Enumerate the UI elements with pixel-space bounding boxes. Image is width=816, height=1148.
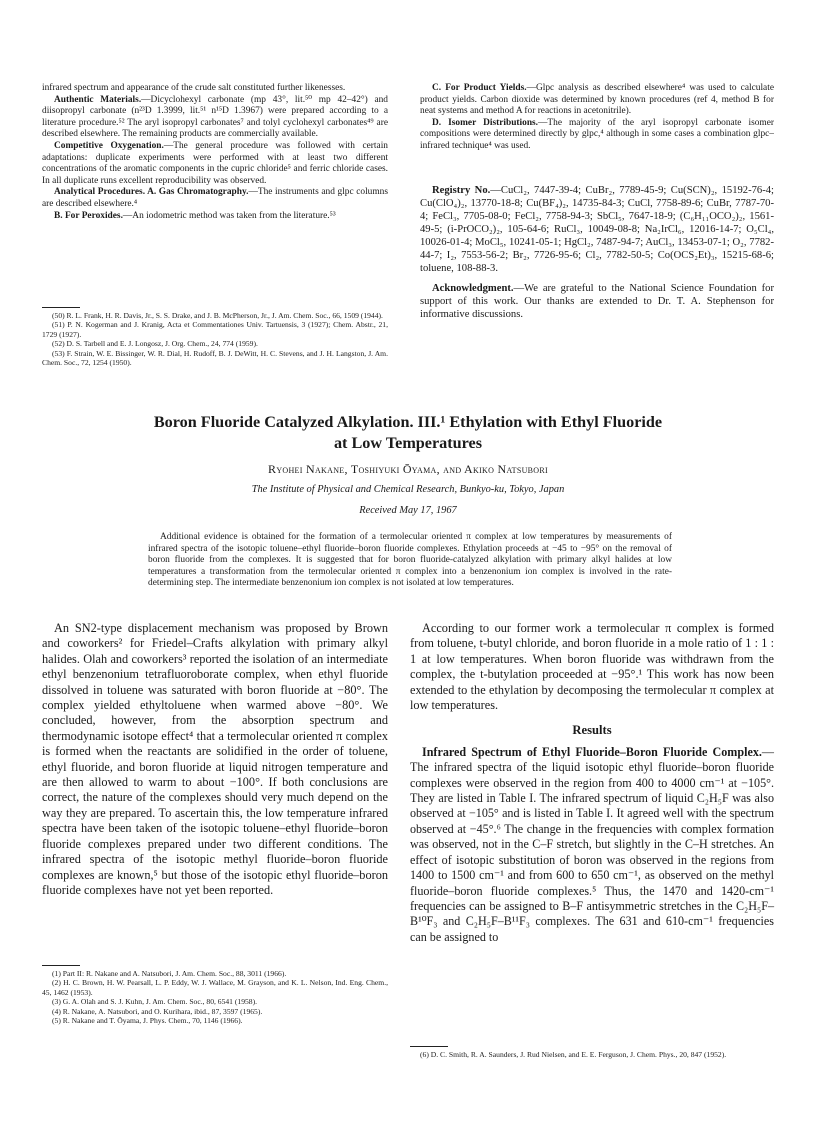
footnote: (2) H. C. Brown, H. W. Pearsall, L. P. Eddy, W. J. Wallace, M. Grayson, and K. L. Nelson, Ind. Eng. Chem., 45, 1462 (1953).: [42, 978, 388, 997]
affiliation: The Institute of Physical and Chemical Research, Bunkyo-ku, Tokyo, Japan: [251, 484, 565, 495]
paragraph: infrared spectrum and appearance of the crude salt constituted further likenesses.: [42, 83, 346, 93]
footnote: (51) P. N. Kogerman and J. Kranig, Acta et Commentationes Univ. Tartuensis, 3 (1927); Chem. Abstr., 21, 1729 (1927).: [42, 320, 388, 339]
authors: Ryohei Nakane, Toshiyuki Ōyama, and Akiko Natsubori: [268, 462, 548, 476]
paragraph: B. For Peroxides.—An iodometric method was taken from the literature.⁵³: [54, 210, 336, 221]
acknowledgment: Acknowledgment.—We are grateful to the National Science Foundation for support of this work. Our thanks are extended to Dr. T. A. Stephenson for informative discussions.: [420, 283, 774, 320]
footnote-rule: [42, 965, 80, 966]
abstract: Additional evidence is obtained for the formation of a termolecular oriented π complex at low temperatures by measurements of infrared spectra of the isotopic toluene–ethyl fluoride–boron fluoride complexes. Ethylation proceeds at −45 to −95° on the removal of boron fluoride from the complexes. It is suggested that for boron fluoride-catalyzed alkylation with primary alkyl halides at low temperatures a transformation from the termolecular oriented π complex into a benzenonium ion complex is involved in the rate-determining step. The intermediate benzenonium ion complex is not isolated at low temperatures.: [148, 532, 672, 588]
registry-block: [420, 184, 774, 321]
footnote: (53) F. Strain, W. E. Bissinger, W. R. Dial, H. Rudoff, B. J. DeWitt, H. C. Stevens, and J. H. Langston, J. Am. Chem. Soc., 72, 1254 (1950).: [42, 348, 388, 368]
footnote: (1) Part II: R. Nakane and A. Natsubori, J. Am. Chem. Soc., 88, 3011 (1966).: [52, 969, 287, 978]
article-title: [40, 412, 776, 454]
footnote: (52) D. S. Tarbell and E. J. Longosz, J. Org. Chem., 24, 774 (1959).: [52, 339, 258, 349]
paragraph: Competitive Oxygenation.—The general procedure was followed with certain adaptations: duplicate experiments were performed with at least two different concentrations of the aromatic components in the cupric chloride⁵ and ferric chloride cases. In all duplicate runs excellent reproducibility was observed.: [42, 140, 388, 186]
footnote: (50) R. L. Frank, H. R. Davis, Jr., S. S. Drake, and J. B. McPherson, Jr., J. Am. Chem. Soc., 66, 1509 (1944).: [52, 311, 383, 320]
paragraph: Infrared Spectrum of Ethyl Fluoride–Boron Fluoride Complex.—The infrared spectra of the liquid isotopic ethyl fluoride–boron fluoride complexes were observed in the region from 400 to 4000 cm⁻¹ at −105°. They are listed in Table I. The infrared spectrum of liquid C₂H₅F was also observed at −105° and is listed in Table I. It agreed well with the spectrum observed at −45°.⁶ The change in the frequencies with complex formation was observed, not in the C–F stretch, but slightly in the C–H stretches. An effect of isotopic substitution of boron was observed in the regions from 1400 to 1500 cm⁻¹ and from 600 to 650 cm⁻¹, as observed on the methyl fluoride–boron fluoride complexes.⁵ Thus, the 1470 and 1420-cm⁻¹ frequencies can be assigned to B–F antisymmetric stretches in the C₂H₅F–B¹⁰F₃ and C₂H₅F–B¹¹F₃ complexes. The 631 and 610-cm⁻¹ frequencies can be assigned to: [410, 744, 774, 944]
section-heading: Results: [572, 723, 612, 738]
article-right-column: [410, 621, 774, 945]
article-right-footnotes: [410, 1050, 774, 1059]
article-left-column: [42, 621, 388, 898]
top-right-column: [420, 83, 774, 153]
registry-numbers: Registry No.—CuCl₂, 7447-39-4; CuBr₂, 7789-45-9; Cu(SCN)₂, 15192-76-4; Cu(ClO₄)₂, 13770-18-8; Cu(BF₄)₂, 14735-84-3; CuCl, 7758-89-6; CuBr, 7787-70-4; FeCl₃, 7705-08-0; FeCl₂, 7758-94-3; SbCl₅, 7647-18-9; (C₆H₁₁OCO₂)₂, 1561-49-5; (i-PrOCO₂)₂, 105-64-6; RuCl₃, 10049-08-8; Na₂IrCl₆, 12016-14-7; O₅Cl₄, 10026-01-4; MoCl₅, 10241-05-1; HgCl₂, 7487-94-7; AuCl₃, 13453-07-1; O₂, 7782-44-7; I₂, 7553-56-2; Br₂, 7726-95-6; Cl₂, 7782-50-5; Co(OCS₂Et)₃, 15215-68-6; toluene, 108-88-3.: [420, 185, 774, 274]
paragraph: D. Isomer Distributions.—The majority of the aryl isopropyl carbonate isomer compositions were determined directly by glpc,⁴ although in some cases a combination glpc–infrared technique⁴ was used.: [420, 117, 774, 151]
footnote: (4) R. Nakane, A. Natsubori, and O. Kurihara, ibid., 87, 3597 (1965).: [52, 1006, 263, 1016]
top-left-footnotes: [42, 311, 388, 367]
paragraph: According to our former work a termolecular π complex is formed from toluene, t-butyl chloride, and boron fluoride in a mole ratio of 1 : 1 : 1 at low temperatures. When boron fluoride was withdrawn from the complex, the t-butylation proceeded at −95°.¹ This work has now been extended to the ethylation by decomposing the termolecular π complex at low temperatures.: [410, 621, 774, 713]
paragraph: An SN2-type displacement mechanism was proposed by Brown and coworkers² for Friedel–Crafts alkylation with primary alkyl halides. Olah and coworkers³ reported the isolation of an intermediate ethyl benzenonium tetrafluoroborate complex, when ethyl fluoride dissolved in toluene was saturated with boron fluoride at −80°. The complex yielded ethyltoluene when warmed above −80°. We concluded, however, from the absorption spectrum and thermodynamic isotope effect⁴ that a termolecular oriented π complex is formed when the reactants are solidified in the order of toluene, ethyl fluoride, and boron fluoride at liquid nitrogen temperature and are then allowed to warm to about −100°. If both conclusions are correct, the nature of the complexes should very much depend on the way they are prepared. To ascertain this, the low temperature infrared spectra have been taken of the isotopic toluene–ethyl fluoride–boron fluoride complexes prepared under two different conditions. The infrared spectra of the isotopic methyl fluoride–boron fluoride complexes are known,⁵ but those of the isotopic ethyl fluoride–boron fluoride complexes have not yet been reported.: [42, 621, 388, 897]
received-date: Received May 17, 1967: [359, 505, 457, 516]
footnote: (6) D. C. Smith, R. A. Saunders, J. Rud Nielsen, and E. E. Ferguson, J. Chem. Phys., 20, 847 (1952).: [420, 1050, 727, 1059]
paragraph: Authentic Materials.—Dicyclohexyl carbonate (mp 43°, lit.⁵⁰ mp 42–42°) and diisopropyl carbonate (n²³D 1.3999, lit.⁵¹ n¹⁵D 1.3967) were prepared according to a literature procedure.⁵² The aryl isopropyl carbonates⁷ and tolyl cyclohexyl carbonates⁴⁹ are described elsewhere. The remaining products are commercially available.: [42, 94, 388, 140]
footnote-rule: [42, 307, 80, 308]
article-left-footnotes: [42, 969, 388, 1025]
footnote: (3) G. A. Olah and S. J. Kuhn, J. Am. Chem. Soc., 80, 6541 (1958).: [52, 997, 258, 1007]
footnote-rule: [410, 1046, 448, 1047]
top-left-column: [42, 83, 388, 222]
title-line-2: at Low Temperatures: [333, 434, 483, 452]
title-line-1: Boron Fluoride Catalyzed Alkylation. III.¹ Ethylation with Ethyl Fluoride: [153, 413, 663, 431]
footnote: (5) R. Nakane and T. Ōyama, J. Phys. Chem., 70, 1146 (1966).: [52, 1016, 243, 1026]
paragraph: C. For Product Yields.—Glpc analysis as described elsewhere⁴ was used to calculate product yields. Carbon dioxide was determined by known procedures (ref 4, method B for neat systems and method A for reactions in acetonitrile).: [420, 83, 774, 117]
paragraph: Analytical Procedures. A. Gas Chromatography.—The instruments and glpc columns are described elsewhere.⁴: [42, 187, 388, 209]
